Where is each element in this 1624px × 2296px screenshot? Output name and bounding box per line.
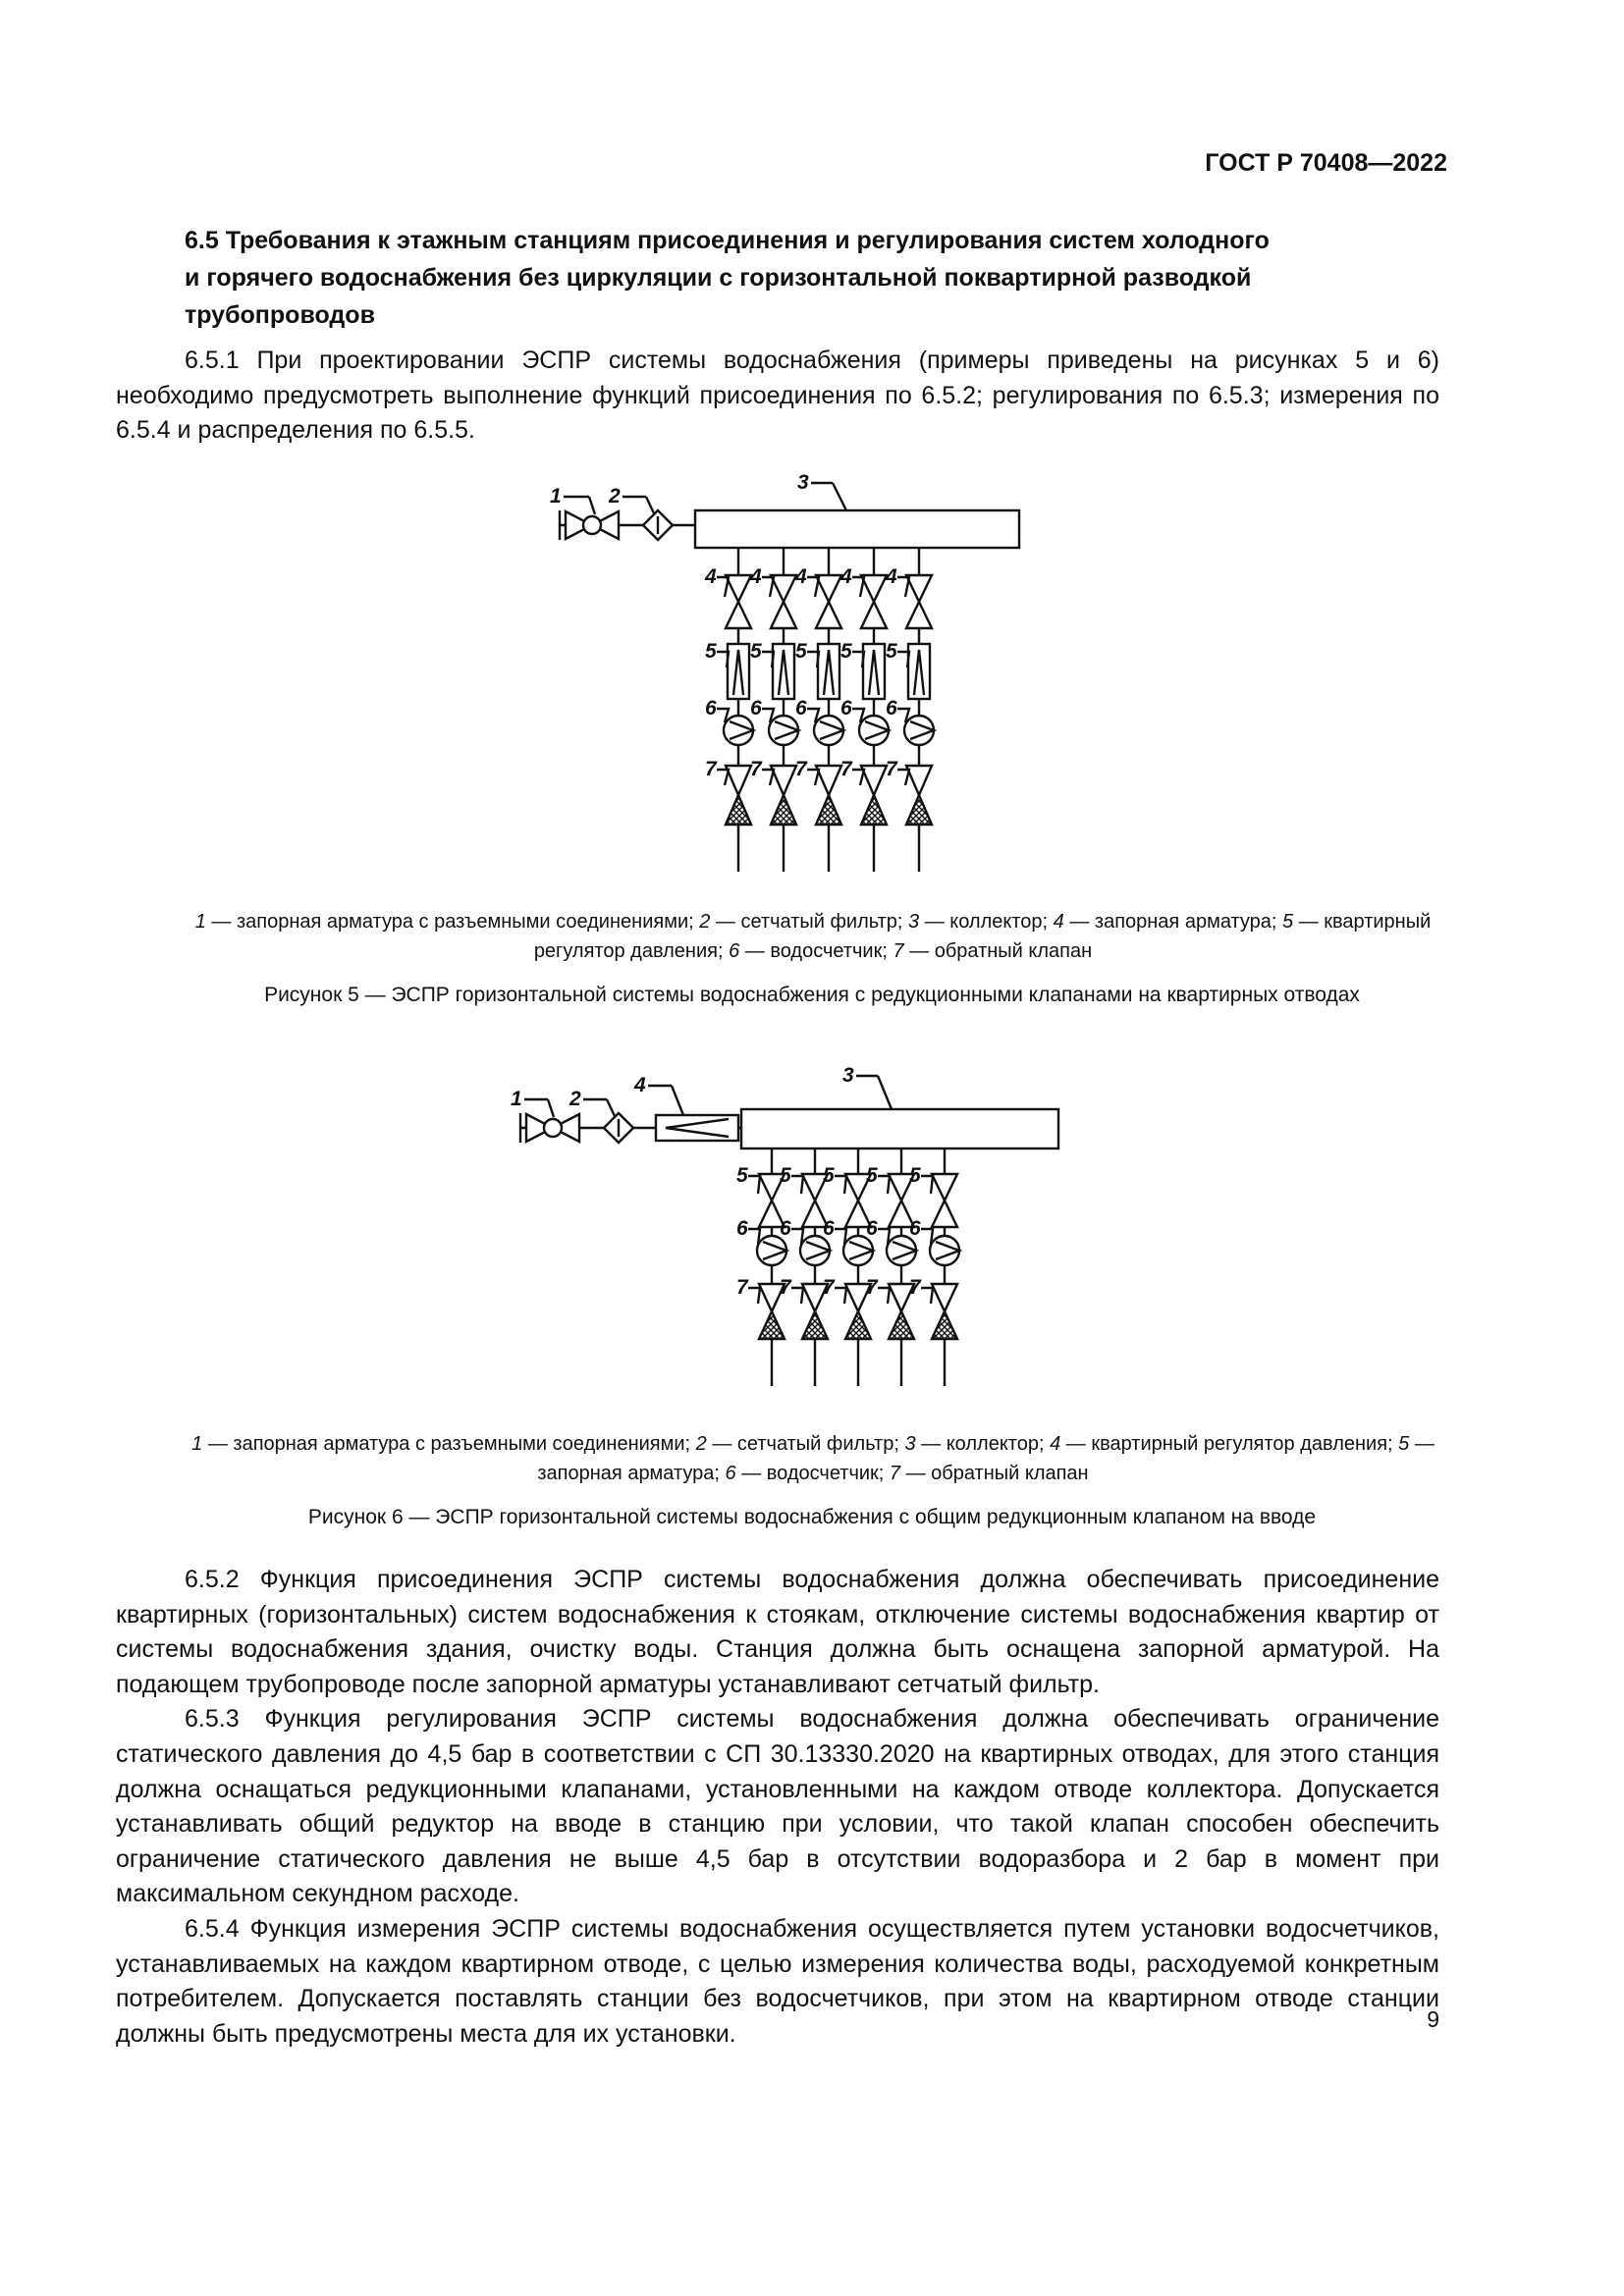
- water-meter-icon: [814, 716, 843, 745]
- callout-number: 5: [705, 640, 717, 663]
- legend-text: — запорная арматура с разъемными соединениями;: [205, 911, 700, 933]
- water-meter-icon: [904, 716, 934, 745]
- check-valve-icon: [906, 795, 932, 825]
- legend-num: 7: [893, 940, 904, 962]
- water-meter-icon: [757, 1236, 786, 1265]
- callout-number: 5: [909, 1164, 921, 1187]
- callout-leader: [835, 1176, 846, 1194]
- section-title: [185, 222, 1441, 334]
- shutoff-valve-icon: [726, 602, 751, 628]
- check-valve-icon: [932, 1311, 957, 1339]
- water-meter-icon: [859, 716, 889, 745]
- callout-number: 6: [736, 1217, 748, 1240]
- callout-number: 6: [886, 697, 897, 720]
- callout-leader: [791, 1176, 803, 1194]
- callout-leader: [878, 1176, 890, 1194]
- legend-text: — водосчетчик;: [739, 940, 893, 962]
- callout-number: 5: [886, 640, 897, 663]
- legend-num: 5: [1398, 1433, 1410, 1455]
- figure-5-caption: Рисунок 5 — ЭСПР горизонтальной системы водоснабжения с редукционными клапанами на квартирных отводах: [264, 984, 1360, 1006]
- fig5-label-2: 2: [609, 485, 621, 507]
- callout-number: 5: [866, 1164, 878, 1187]
- paragraph-6-5-1-block: [116, 344, 1439, 449]
- legend-num: 6: [729, 940, 740, 962]
- legend-text: — коллектор;: [919, 911, 1054, 933]
- callout-number: 6: [705, 697, 717, 720]
- callout-number: 4: [840, 565, 852, 588]
- legend-text: — коллектор;: [915, 1433, 1051, 1455]
- callout-number: 4: [886, 565, 897, 588]
- paragraph-6-5-1: 6.5.1 При проектировании ЭСПР системы водоснабжения (примеры приведены на рисунках 5 и 6) необходимо предусмотреть выполнение функций присоединения по 6.5.2; регулирования по 6.5.3; измерения по 6.5.4 и распределения по 6.5.5.: [116, 347, 1439, 445]
- callout-number: 6: [750, 697, 762, 720]
- callout-number: 7: [909, 1276, 921, 1299]
- callout-leader: [762, 770, 774, 785]
- water-meter-icon: [769, 716, 798, 745]
- legend-num: 7: [889, 1463, 901, 1484]
- section-title-line: трубопроводов: [185, 301, 375, 329]
- fig5-label-3: 3: [797, 471, 809, 494]
- legend-num: 2: [695, 1433, 707, 1455]
- callout-number: 7: [795, 758, 807, 780]
- callout-leader: [921, 1288, 933, 1304]
- callout-leader: [748, 1288, 760, 1304]
- callout-number: 4: [795, 565, 807, 588]
- check-valve-icon: [889, 1311, 914, 1339]
- callout-leader: [717, 770, 729, 785]
- legend-num: 1: [191, 1433, 203, 1455]
- check-valve-icon: [816, 795, 841, 825]
- callout-leader: [878, 1288, 890, 1304]
- legend-text: — запорная арматура;: [1063, 911, 1283, 933]
- callout-number: 6: [795, 697, 807, 720]
- body-text: [116, 1563, 1439, 2052]
- legend-text: — запорная арматура с разъемными соединениями;: [202, 1433, 696, 1455]
- figure-5-legend: [177, 907, 1449, 966]
- shutoff-valve-icon: [771, 575, 796, 602]
- callout-number: 5: [823, 1164, 835, 1187]
- fig6-label-1: 1: [511, 1088, 522, 1110]
- callout-leader: [852, 577, 864, 597]
- shutoff-valve-icon: [771, 602, 796, 628]
- callout-number: 5: [750, 640, 762, 663]
- fig6-label-3: 3: [842, 1064, 854, 1087]
- legend-text: — обратный клапан: [903, 940, 1093, 962]
- paragraph-6-5-2: 6.5.2 Функция присоединения ЭСПР системы водоснабжения должна обеспечивать присоединение квартирных (горизонтальных) систем водоснабжения к стоякам, отключение системы водоснабжения квартир от системы водоснабжения здания, очистку воды. Станция должна быть оснащена запорной арматурой. На подающем трубопроводе после запорной арматуры устанавливают сетчатый фильтр.: [116, 1566, 1439, 1698]
- legend-text: — обратный клапан: [900, 1463, 1089, 1484]
- check-valve-icon: [771, 795, 796, 825]
- callout-leader: [717, 577, 729, 597]
- water-meter-icon: [930, 1236, 959, 1265]
- callout-number: 6: [780, 1217, 791, 1240]
- legend-text: — сетчатый фильтр;: [706, 1433, 905, 1455]
- callout-number: 7: [823, 1276, 835, 1299]
- legend-num: 4: [1050, 1433, 1061, 1455]
- callout-number: 7: [750, 758, 762, 780]
- callout-number: 7: [840, 758, 852, 780]
- callout-number: 5: [736, 1164, 748, 1187]
- callout-leader: [748, 1229, 760, 1245]
- legend-num: 4: [1053, 911, 1064, 933]
- check-valve-icon: [932, 1284, 957, 1311]
- callout-number: 6: [840, 697, 852, 720]
- shutoff-valve-icon: [906, 575, 932, 602]
- water-meter-icon: [800, 1236, 830, 1265]
- section-title-line: и горячего водоснабжения без циркуляции с горизонтальной поквартирной разводкой: [185, 264, 1252, 292]
- callout-leader: [835, 1288, 846, 1304]
- legend-num: 2: [699, 911, 711, 933]
- callout-number: 7: [780, 1276, 791, 1299]
- check-valve-icon: [726, 795, 751, 825]
- legend-text: — водосчетчик;: [735, 1463, 890, 1484]
- callout-leader: [791, 1288, 803, 1304]
- callout-leader: [807, 577, 819, 597]
- fig6-label-4: 4: [634, 1074, 646, 1096]
- callout-leader: [897, 770, 909, 785]
- callout-number: 5: [795, 640, 807, 663]
- water-meter-icon: [843, 1236, 873, 1265]
- shutoff-valve-icon: [861, 575, 887, 602]
- shutoff-valve-icon: [861, 602, 887, 628]
- figure-6-diagram: [491, 1062, 1080, 1396]
- callout-number: 7: [886, 758, 897, 780]
- shutoff-valve-icon: [726, 575, 751, 602]
- check-valve-icon: [845, 1311, 871, 1339]
- shutoff-valve-icon: [906, 602, 932, 628]
- water-meter-icon: [724, 716, 753, 745]
- callout-leader: [762, 577, 774, 597]
- fig5-label-1: 1: [550, 485, 562, 507]
- document-header: ГОСТ Р 70408—2022: [1205, 149, 1447, 177]
- water-meter-icon: [887, 1236, 916, 1265]
- callout-leader: [835, 1229, 846, 1245]
- legend-text: — квартирный регулятор давления;: [533, 911, 1432, 962]
- fig6-label-2: 2: [569, 1088, 581, 1110]
- callout-leader: [921, 1176, 933, 1194]
- callout-number: 4: [750, 565, 762, 588]
- check-valve-icon: [802, 1311, 828, 1339]
- callout-number: 7: [705, 758, 717, 780]
- callout-number: 6: [823, 1217, 835, 1240]
- paragraph-6-5-3: 6.5.3 Функция регулирования ЭСПР системы водоснабжения должна обеспечивать ограничение статического давления до 4,5 бар в соответствии с СП 30.13330.2020 на квартирных отводах, для этого станция должна оснащаться редукционными клапанами, установленными на каждом отводе коллектора. Допускается устанавливать общий редуктор на вводе в станцию при условии, что такой клапан способен обеспечить ограничение статического давления не выше 4,5 бар в отсутствии водоразбора и 2 бар в момент при максимальном секундном расходе.: [116, 1705, 1439, 1908]
- section-title-line: 6.5 Требования к этажным станциям присоединения и регулирования систем холодного: [185, 227, 1270, 254]
- callout-leader: [878, 1229, 890, 1245]
- callout-leader: [791, 1229, 803, 1245]
- callout-number: 5: [840, 640, 852, 663]
- legend-num: 6: [725, 1463, 736, 1484]
- callout-leader: [921, 1229, 933, 1245]
- shutoff-valve-icon: [932, 1174, 957, 1201]
- figure-6-caption: Рисунок 6 — ЭСПР горизонтальной системы водоснабжения с общим редукционным клапаном на вводе: [307, 1506, 1317, 1528]
- paragraph-6-5-4: 6.5.4 Функция измерения ЭСПР системы водоснабжения осуществляется путем установки водосчетчиков, устанавливаемых на каждом квартирном отводе, с целью измерения количества воды, расходуемой конкретным потребителем. Допускается поставлять станции без водосчетчиков, при этом на квартирном отводе станции должны быть предусмотрены места для их установки.: [116, 1914, 1439, 2048]
- legend-num: 3: [908, 911, 920, 933]
- callout-number: 7: [736, 1276, 748, 1299]
- callout-number: 5: [780, 1164, 791, 1187]
- legend-num: 1: [194, 911, 206, 933]
- legend-num: 3: [904, 1433, 916, 1455]
- legend-text: — квартирный регулятор давления;: [1060, 1433, 1399, 1455]
- callout-number: 6: [909, 1217, 921, 1240]
- figure-6-legend: [177, 1429, 1449, 1488]
- legend-num: 5: [1282, 911, 1294, 933]
- callout-number: 7: [866, 1276, 878, 1299]
- legend-text: — запорная арматура;: [537, 1433, 1435, 1484]
- callout-leader: [852, 770, 864, 785]
- callout-number: 4: [705, 565, 717, 588]
- figure-5-diagram: [530, 459, 1041, 891]
- shutoff-valve-icon: [816, 602, 841, 628]
- legend-text: — сетчатый фильтр;: [710, 911, 909, 933]
- callout-leader: [748, 1176, 760, 1194]
- shutoff-valve-icon: [932, 1201, 957, 1227]
- callout-number: 6: [866, 1217, 878, 1240]
- callout-leader: [897, 577, 909, 597]
- check-valve-icon: [759, 1311, 785, 1339]
- callout-leader: [807, 770, 819, 785]
- check-valve-icon: [861, 795, 887, 825]
- page-number: 9: [1427, 2006, 1439, 2032]
- shutoff-valve-icon: [816, 575, 841, 602]
